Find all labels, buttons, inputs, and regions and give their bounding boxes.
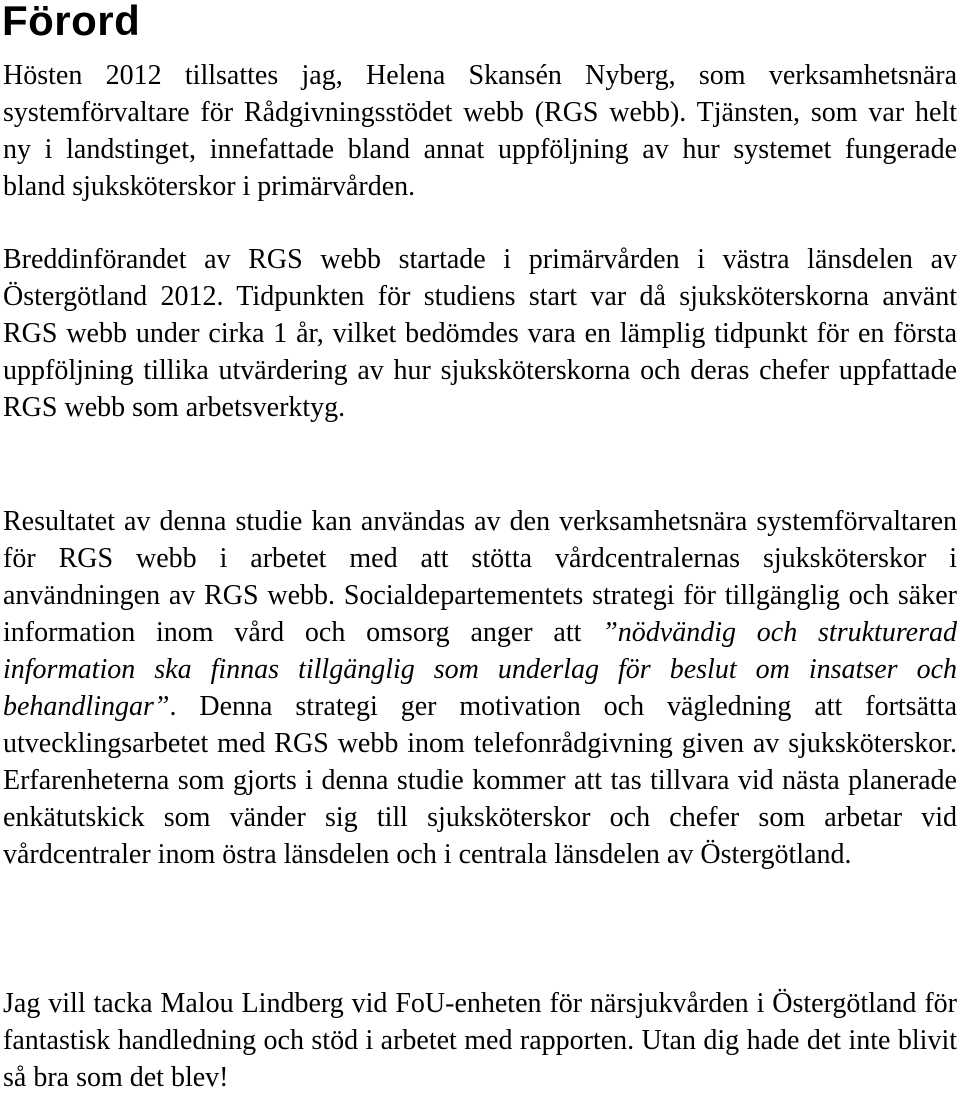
paragraph-acknowledgement: Jag vill tacka Malou Lindberg vid FoU-enheten för närsjukvården i Östergötland för fantastisk handledning och stöd i arbetet med rapporten. Utan dig hade det inte blivit så bra som det blev! <box>3 988 957 1093</box>
paragraph-results-text-end: . Denna strategi ger motivation och vägledning att fortsätta utvecklingsarbetet med RGS webb inom telefonrådgivning given av sjuksköterskor. Erfarenheterna som gjorts i denna studie kommer att tas tillvara vid nästa planerade enkätutskick som vänder sig till sjuksköterskor och chefer som arbetar vid vårdcentraler inom östra länsdelen och i centrala länsdelen av Östergötland. <box>3 691 957 870</box>
page-title: Förord <box>2 0 141 44</box>
paragraph-intro: Hösten 2012 tillsattes jag, Helena Skansén Nyberg, som verksamhetsnära systemförvaltare för Rådgivningsstödet webb (RGS webb). Tjänsten, som var helt ny i landstinget, innefattade bland annat uppföljning av hur systemet fungerade bland sjuksköterskor i primärvården. <box>3 60 957 202</box>
paragraph-results-text-start: Resultatet av denna studie kan användas av den verksamhetsnära systemförvaltaren för RGS webb i arbetet med att stötta vårdcentralernas sjuksköterskor i användningen av RGS webb. Socialdepartementets strategi för tillgänglig och säker information inom vård och omsorg anger att <box>3 506 957 648</box>
strategy-quote: ”nödvändig och strukturerad information ska finnas tillgänglig som underlag för beslut om insatser och behandlingar” <box>3 617 957 722</box>
paragraph-results <box>3 503 957 873</box>
paragraph-rollout: Breddinförandet av RGS webb startade i primärvården i västra länsdelen av Östergötland 2012. Tidpunkten för studiens start var då sjuksköterskorna använt RGS webb under cirka 1 år, vilket bedömdes vara en lämplig tidpunkt för en första uppföljning tillika utvärdering av hur sjuksköterskorna och deras chefer uppfattade RGS webb som arbetsverktyg. <box>3 244 957 423</box>
